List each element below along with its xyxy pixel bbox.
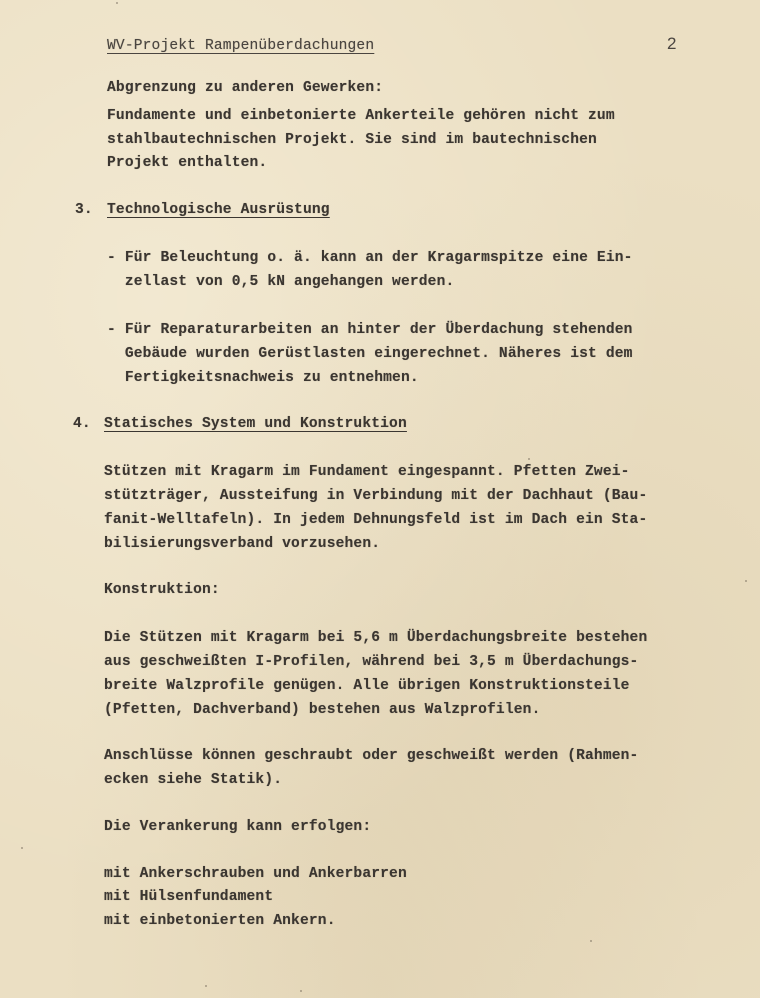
- section-3-number: 3.: [75, 202, 93, 218]
- document-header-title: WV-Projekt Rampenüberdachungen: [107, 38, 375, 54]
- anchoring-option: mit Ankerschrauben und Ankerbarren: [104, 866, 407, 882]
- bullet-line: - Für Beleuchtung o. ä. kann an der Kragarmspitze eine Ein-: [107, 250, 633, 266]
- scope-line: Projekt enthalten.: [107, 155, 268, 171]
- paragraph-line: bilisierungsverband vorzusehen.: [104, 536, 381, 552]
- scope-line: Fundamente und einbetonierte Ankerteile gehören nicht zum: [107, 108, 615, 124]
- paragraph-line: breite Walzprofile genügen. Alle übrigen Konstruktionsteile: [104, 678, 630, 694]
- section-4-title: Statisches System und Konstruktion: [104, 416, 407, 432]
- scope-line: stahlbautechnischen Projekt. Sie sind im bautechnischen: [107, 132, 597, 148]
- bullet-line: Gebäude wurden Gerüstlasten eingerechnet. Näheres ist dem: [107, 346, 633, 362]
- scope-heading: Abgrenzung zu anderen Gewerken:: [107, 80, 384, 96]
- paper-speck: [590, 940, 592, 942]
- anchoring-option: mit Hülsenfundament: [104, 889, 274, 905]
- paragraph-line: Stützen mit Kragarm im Fundament eingespannt. Pfetten Zwei-: [104, 464, 630, 480]
- paragraph-line: fanit-Welltafeln). In jedem Dehnungsfeld ist im Dach ein Sta-: [104, 512, 648, 528]
- paper-speck: [528, 458, 530, 460]
- paragraph-line: ecken siehe Statik).: [104, 772, 283, 788]
- paragraph-line: Anschlüsse können geschraubt oder geschweißt werden (Rahmen-: [104, 748, 639, 764]
- section-4-number: 4.: [73, 416, 91, 432]
- bullet-line: Fertigkeitsnachweis zu entnehmen.: [107, 370, 419, 386]
- paragraph-line: (Pfetten, Dachverband) bestehen aus Walzprofilen.: [104, 702, 541, 718]
- section-3-title: Technologische Ausrüstung: [107, 202, 330, 218]
- paper-speck: [116, 2, 118, 4]
- bullet-line: zellast von 0,5 kN angehangen werden.: [107, 274, 455, 290]
- paper-speck: [300, 990, 302, 992]
- construction-label: Konstruktion:: [104, 582, 220, 598]
- anchoring-label: Die Verankerung kann erfolgen:: [104, 819, 372, 835]
- paper-speck: [745, 580, 747, 582]
- bullet-line: - Für Reparaturarbeiten an hinter der Überdachung stehenden: [107, 322, 633, 338]
- paper-speck: [205, 985, 207, 987]
- anchoring-option: mit einbetonierten Ankern.: [104, 913, 336, 929]
- paragraph-line: aus geschweißten I-Profilen, während bei 3,5 m Überdachungs-: [104, 654, 639, 670]
- paper-speck: [21, 847, 23, 849]
- page-number: 2: [667, 34, 677, 53]
- paragraph-line: stützträger, Aussteifung in Verbindung mit der Dachhaut (Bau-: [104, 488, 648, 504]
- paragraph-line: Die Stützen mit Kragarm bei 5,6 m Überdachungsbreite bestehen: [104, 630, 648, 646]
